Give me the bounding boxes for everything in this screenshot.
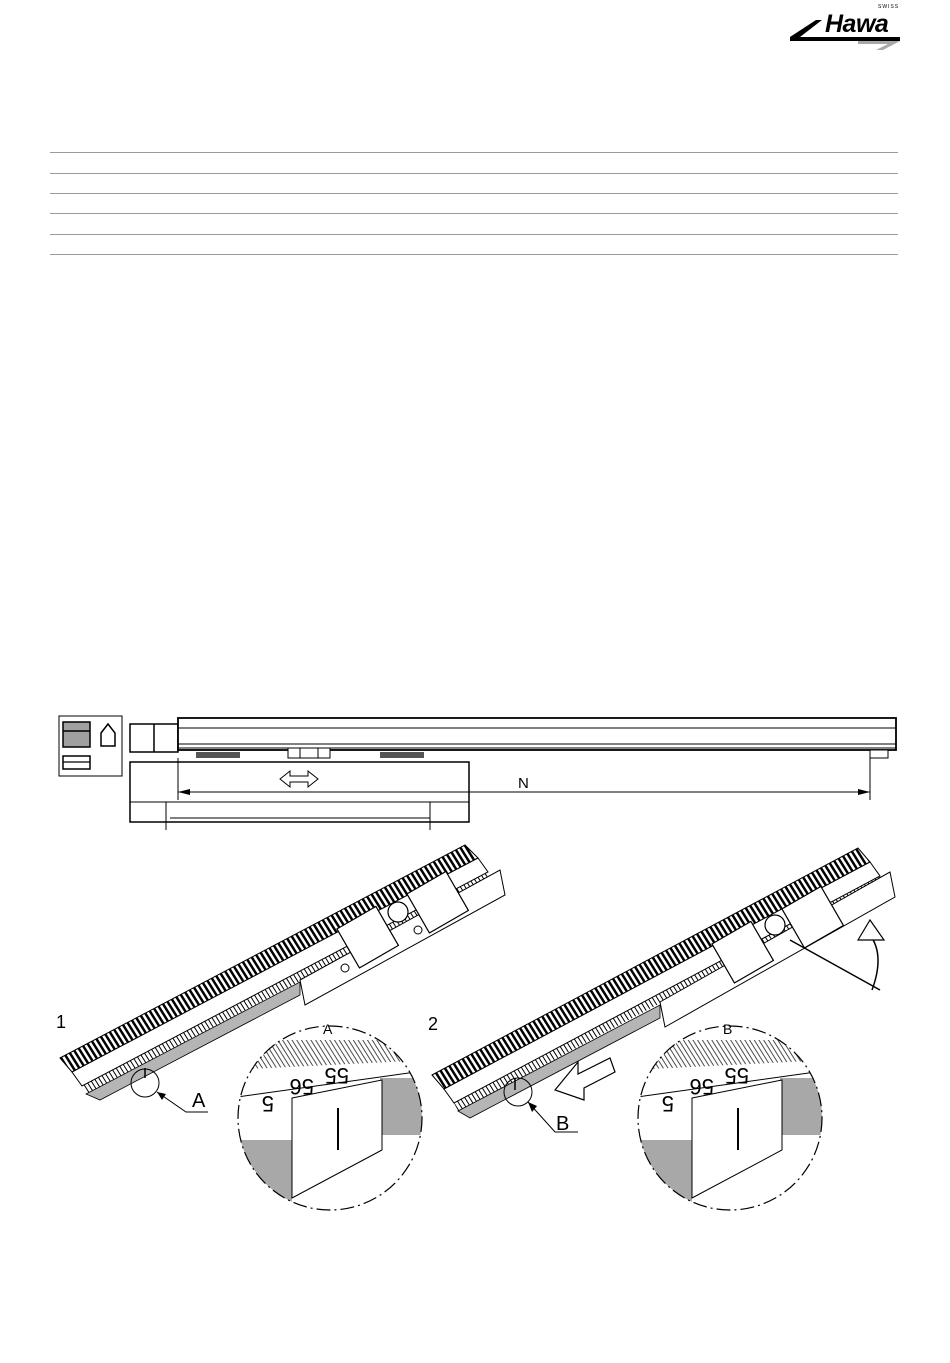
detail-b-magnifier [630,1020,830,1220]
detail-label: B [723,1021,733,1037]
dimension-label: N [518,775,529,792]
detail-label: A [323,1021,333,1037]
brand-name: Hawa [825,10,889,38]
step-number: 1 [56,1012,67,1032]
scale-digit: 56 [289,1074,314,1099]
step-number: 2 [428,1014,439,1034]
scale-digit: 5 [261,1091,274,1116]
brand-tag: SWISS [878,4,900,10]
callout-label: A [192,1090,206,1112]
detail-a-magnifier [230,1020,430,1220]
scale-digit: 55 [724,1063,749,1088]
scale-digit: 5 [661,1091,674,1116]
callout-label: B [556,1113,570,1135]
scale-digit: 56 [689,1074,714,1099]
scale-digit: 55 [324,1063,349,1088]
